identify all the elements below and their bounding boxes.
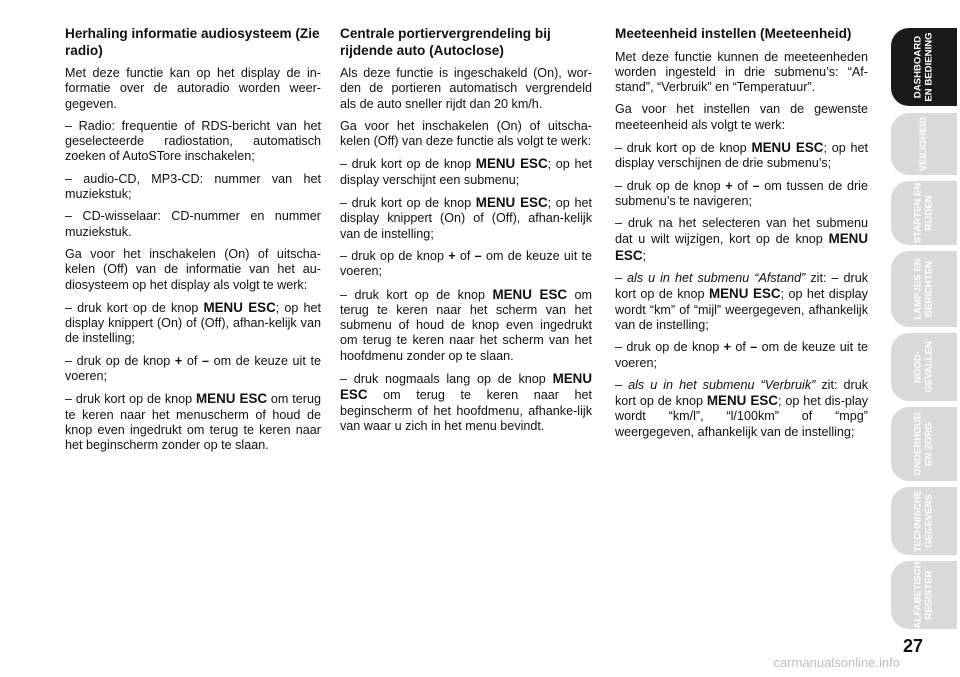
- paragraph: [340, 287, 592, 364]
- section-heading: Meeteenheid instellen (Meeteenheid): [615, 26, 852, 41]
- text: ; op het display verschijnt een submenu;: [340, 157, 592, 187]
- text: om de keuze uit te voeren;: [615, 340, 868, 370]
- paragraph: Ga voor het inschakelen (On) of uitscha-kelen (Off) van de informatie van het au-diosysteem op het display als volgt te werk:: [65, 246, 321, 292]
- paragraph: – CD-wisselaar: CD-nummer en nummer muziekstuk.: [65, 209, 321, 239]
- text: – druk nogmaals lang op de knop: [340, 372, 553, 387]
- text: of: [731, 340, 751, 355]
- paragraph: [340, 195, 592, 242]
- tab-label: VEILIGHEID: [917, 116, 929, 172]
- paragraph: Ga voor het inschakelen (On) of uitscha-kelen (Off) van deze functie als volgt te werk:: [340, 118, 592, 149]
- minus-symbol: –: [750, 340, 758, 355]
- text: – druk op de knop: [65, 353, 175, 368]
- text: ; op het dis-play wordt “km/l”, “l/100km” of “mpg” weergegeven, afhankelijk van de instelling;: [615, 394, 868, 439]
- italic-text: als u in het submenu “Verbruik”: [628, 377, 816, 392]
- tab-lampjes-en-berichten[interactable]: [891, 251, 957, 327]
- column-units: [615, 26, 868, 447]
- text: – druk kort op de knop: [340, 287, 493, 302]
- menu-esc-keyword: MENU ESC: [475, 156, 548, 172]
- text: ; op het display wordt “km” of “mijl” weergegeven, afhankelijk van de instelling;: [615, 287, 868, 332]
- plus-symbol: +: [725, 178, 733, 193]
- text: – druk kort op de knop: [340, 196, 476, 211]
- text: –: [615, 377, 629, 392]
- menu-esc-keyword: MENU ESC: [708, 286, 781, 302]
- text: om terug te keren naar het scherm van het submenu of houd de knop even ingedrukt om terug te keren naar het scherm van het hoofdmenu zonder op te slaan.: [340, 287, 592, 363]
- text: zit: – druk kort op de knop: [615, 271, 868, 302]
- paragraph: Met deze functie kunnen de meeteenheden worden ingesteld in drie submenu’s: “Af-stand”, “Verbruik” en “Temperatuur”.: [615, 49, 868, 95]
- plus-symbol: +: [723, 340, 731, 355]
- tab-label: ONDERHOUD EN ZORG: [912, 412, 934, 476]
- text: –: [615, 271, 628, 286]
- paragraph: [65, 391, 321, 453]
- section-heading: Centrale portiervergrendeling bij rijdende auto (Autoclose): [340, 26, 551, 58]
- paragraph: – audio-CD, MP3-CD: nummer van het muziekstuk;: [65, 171, 321, 202]
- minus-symbol: –: [752, 178, 760, 193]
- tab-label: NOOD- GEVALLEN: [912, 341, 934, 393]
- paragraph: [615, 340, 868, 371]
- text: ; op het display verschijnen de drie submenu’s;: [615, 140, 868, 171]
- text: ; op het display knippert (On) of (Off), afhan-kelijk van de instelling;: [65, 300, 321, 346]
- paragraph: [615, 179, 868, 210]
- text: of: [182, 353, 202, 368]
- text: – druk kort op de knop: [615, 140, 752, 155]
- text: – druk kort op de knop: [65, 392, 197, 407]
- menu-esc-keyword: MENU ESC: [196, 391, 268, 407]
- paragraph: – Radio: frequentie of RDS-bericht van het geselecteerde radiostation, automatisch zoeken of AutoSTore inschakelen;: [65, 118, 321, 164]
- text: of: [732, 178, 753, 193]
- chapter-tabs: [881, 0, 960, 677]
- text: ; op het display knippert (On) of (Off), afhan-kelijk van de instelling;: [340, 196, 592, 241]
- paragraph: [615, 140, 868, 172]
- menu-esc-keyword: MENU ESC: [706, 393, 778, 409]
- text: – druk op de knop: [340, 248, 449, 263]
- column-audio-info: [65, 26, 321, 461]
- italic-text: als u in het submenu “Afstand”: [627, 271, 806, 286]
- tab-technische-gegevens[interactable]: [891, 487, 957, 555]
- minus-symbol: –: [474, 248, 482, 263]
- paragraph: Ga voor het instellen van de gewenste meeteenheid als volgt te werk:: [615, 102, 868, 132]
- plus-symbol: +: [174, 353, 183, 368]
- tab-veiligheid[interactable]: [891, 113, 957, 175]
- menu-esc-keyword: MENU ESC: [492, 286, 568, 302]
- menu-esc-keyword: MENU ESC: [203, 299, 276, 315]
- tab-dashboard-en-bediening[interactable]: [891, 28, 957, 106]
- menu-esc-keyword: MENU ESC: [475, 195, 548, 211]
- tab-label: ALFABETISCH REGISTER: [912, 561, 934, 629]
- text: om de keuze uit te voeren;: [65, 353, 321, 384]
- text: ;: [642, 248, 647, 263]
- tab-starten-en-rijden[interactable]: [891, 181, 957, 245]
- tab-label: LAMPJES EN BERICHTEN: [912, 258, 934, 320]
- paragraph: [340, 249, 592, 280]
- text: om terug te keren naar het menuscherm of houd de knop even ingedrukt om terug te keren naar het beginscherm zonder op te slaan.: [65, 392, 321, 453]
- tab-alfabetisch-register[interactable]: [891, 561, 957, 629]
- text: – druk na het selecteren van het submenu dat u wilt wijzigen, kort op de knop: [615, 216, 868, 247]
- text: om terug te keren naar het beginscherm of het hoofdmenu, afhanke-lijk van waar u zich in het menu bevindt.: [340, 388, 592, 433]
- text: zit: druk kort op de knop: [615, 377, 869, 409]
- paragraph: [340, 371, 592, 434]
- text: – druk kort op de knop: [340, 157, 476, 172]
- menu-esc-keyword: MENU ESC: [615, 231, 868, 263]
- tab-label: DASHBOARD EN BEDIENING: [912, 32, 934, 102]
- text: of: [455, 248, 475, 263]
- paragraph: [65, 354, 321, 385]
- text: – druk op de knop: [615, 340, 724, 355]
- paragraph: [615, 216, 868, 264]
- section-heading: Herhaling informatie audiosysteem (Zie radio): [65, 26, 320, 58]
- column-autoclose: [340, 26, 592, 441]
- tab-onderhoud-en-zorg[interactable]: [891, 407, 957, 481]
- text: – druk kort op de knop: [65, 300, 204, 315]
- paragraph: [65, 300, 321, 347]
- tab-label: STARTEN EN RIJDEN: [912, 182, 934, 244]
- paragraph: Met deze functie kan op het display de in-formatie over de autoradio worden weer-gegeven.: [65, 66, 321, 111]
- text: om tussen de drie submenu’s te navigeren;: [615, 178, 868, 208]
- minus-symbol: –: [201, 353, 209, 368]
- text: – druk op de knop: [615, 178, 726, 193]
- text: om de keuze uit te voeren;: [340, 248, 592, 279]
- plus-symbol: +: [448, 248, 456, 263]
- tab-noodgevallen[interactable]: [891, 333, 957, 401]
- page-number: 27: [902, 636, 924, 656]
- tab-label: TECHNISCHE GEGEVENS: [912, 489, 934, 553]
- paragraph: [615, 271, 868, 333]
- paragraph: [340, 156, 592, 188]
- menu-esc-keyword: MENU ESC: [340, 371, 592, 403]
- watermark: carmanualsonline.info: [773, 655, 900, 670]
- menu-esc-keyword: MENU ESC: [751, 139, 824, 155]
- paragraph: [615, 378, 868, 440]
- paragraph: Als deze functie is ingeschakeld (On), wor-den de portieren automatisch vergrendeld als de auto sneller rijdt dan 20 km/h.: [340, 66, 592, 111]
